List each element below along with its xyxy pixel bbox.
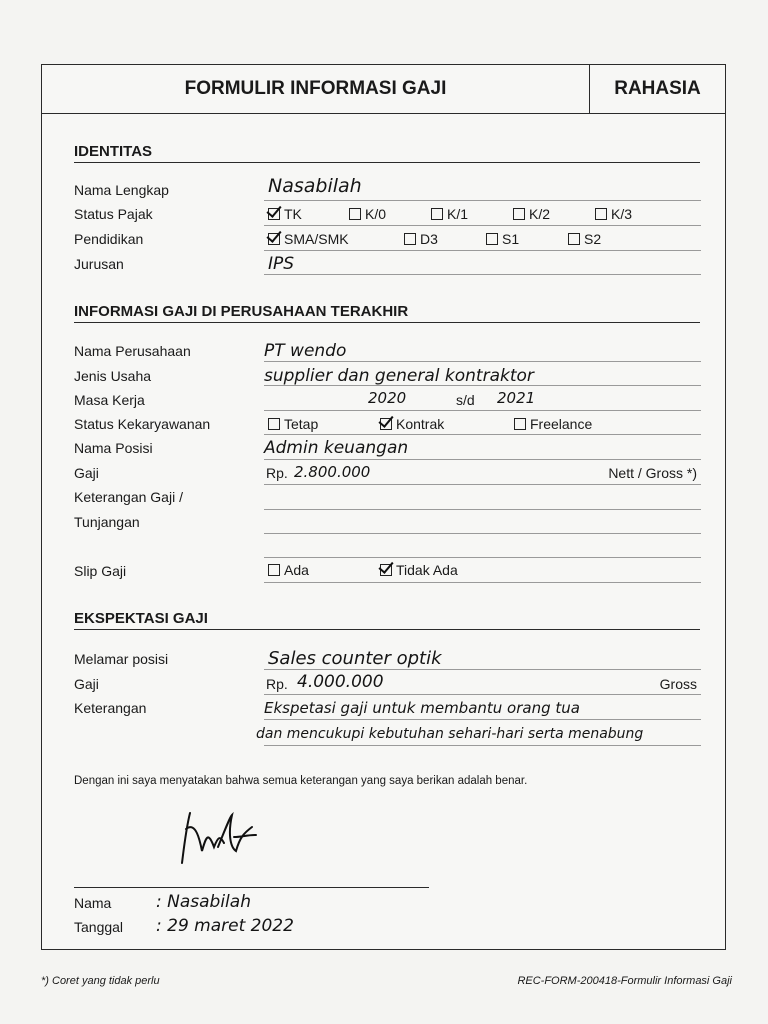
section-identitas-heading: IDENTITAS — [74, 143, 700, 163]
signature-line — [74, 887, 429, 888]
footer-code: REC-FORM-200418-Formulir Informasi Gaji — [517, 975, 732, 987]
masa-kerja-sd: s/d — [456, 392, 475, 408]
label-gaji-ekspektasi: Gaji — [74, 676, 99, 692]
option-s2[interactable] — [568, 231, 601, 247]
nama-perusahaan-value[interactable]: PT wendo — [264, 341, 347, 361]
keterangan-line-1[interactable]: Ekspetasi gaji untuk membantu orang tua — [264, 699, 580, 717]
option-tidak-ada[interactable] — [380, 562, 458, 578]
label-slip-gaji: Slip Gaji — [74, 563, 127, 579]
checkbox-icon[interactable] — [513, 208, 525, 220]
option-label: SMA/SMK — [284, 231, 349, 247]
option-k-3[interactable] — [595, 206, 632, 222]
label-nama-perusahaan: Nama Perusahaan — [74, 343, 191, 359]
field-line — [264, 557, 701, 558]
section-ekspektasi-heading: EKSPEKTASI GAJI — [74, 610, 700, 630]
label-tunjangan: Tunjangan — [74, 514, 140, 530]
checkbox-icon[interactable] — [486, 233, 498, 245]
label-jenis-usaha: Jenis Usaha — [74, 368, 152, 384]
option-label: K/1 — [447, 206, 469, 222]
confidential-label: RAHASIA — [614, 78, 701, 99]
checkbox-icon[interactable] — [268, 564, 280, 576]
option-label: S1 — [502, 231, 520, 247]
checkbox-icon[interactable] — [268, 233, 280, 245]
label-masa-kerja: Masa Kerja — [74, 392, 145, 408]
gaji-terakhir-value[interactable]: 2.800.000 — [294, 463, 371, 481]
form-frame — [41, 64, 726, 950]
option-label: K/2 — [529, 206, 551, 222]
field-line — [264, 250, 701, 251]
option-label: K/3 — [611, 206, 633, 222]
option-label: Tetap — [284, 416, 319, 432]
label-pendidikan: Pendidikan — [74, 231, 144, 247]
field-line — [264, 484, 701, 485]
field-line — [264, 274, 701, 275]
field-line — [264, 669, 701, 670]
label-gaji: Gaji — [74, 465, 99, 481]
gaji-ekspektasi-prefix: Rp. — [266, 676, 288, 692]
label-nama-lengkap: Nama Lengkap — [74, 182, 169, 198]
checkbox-icon[interactable] — [268, 208, 280, 220]
checkbox-icon[interactable] — [431, 208, 443, 220]
field-line — [264, 361, 701, 362]
field-line — [264, 719, 701, 720]
option-label: Freelance — [530, 416, 593, 432]
checkbox-icon[interactable] — [380, 418, 392, 430]
field-line — [264, 745, 701, 746]
label-status-kekaryawanan: Status Kekaryawanan — [74, 416, 211, 432]
melamar-posisi-value[interactable]: Sales counter optik — [268, 648, 442, 669]
masa-kerja-dari[interactable]: 2020 — [368, 389, 407, 407]
field-line — [264, 694, 701, 695]
keterangan-line-2[interactable]: dan mencukupi kebutuhan sehari-hari serta menabung — [256, 726, 644, 742]
checkbox-icon[interactable] — [595, 208, 607, 220]
option-freelance[interactable] — [514, 416, 592, 432]
field-line — [264, 225, 701, 226]
option-label: K/0 — [365, 206, 387, 222]
field-line — [264, 509, 701, 510]
option-k-1[interactable] — [431, 206, 468, 222]
checkbox-icon[interactable] — [349, 208, 361, 220]
label-nama-sign: Nama — [74, 895, 112, 911]
nama-posisi-value[interactable]: Admin keuangan — [264, 438, 409, 458]
form-header — [42, 65, 725, 114]
footer-note: *) Coret yang tidak perlu — [41, 975, 160, 987]
label-tanggal: Tanggal — [74, 919, 124, 935]
option-k-0[interactable] — [349, 206, 386, 222]
option-ada[interactable] — [268, 562, 309, 578]
masa-kerja-sampai[interactable]: 2021 — [497, 389, 536, 407]
option-k-2[interactable] — [513, 206, 550, 222]
declaration-text: Dengan ini saya menyatakan bahwa semua keterangan yang saya berikan adalah benar. — [74, 775, 528, 787]
option-label: Ada — [284, 562, 309, 578]
label-melamar-posisi: Melamar posisi — [74, 651, 169, 667]
label-keterangan-gaji: Keterangan Gaji / — [74, 489, 183, 505]
field-line — [264, 434, 701, 435]
jenis-usaha-value[interactable]: supplier dan general kontraktor — [264, 366, 534, 386]
gaji-type: Nett / Gross *) — [608, 465, 697, 481]
option-d3[interactable] — [404, 231, 438, 247]
gaji-ekspektasi-type: Gross — [659, 676, 697, 692]
label-status-pajak: Status Pajak — [74, 206, 153, 222]
gaji-ekspektasi-value[interactable]: 4.000.000 — [297, 672, 384, 692]
option-label: Kontrak — [396, 416, 445, 432]
checkbox-icon[interactable] — [380, 564, 392, 576]
option-label: S2 — [584, 231, 602, 247]
option-label: D3 — [420, 231, 438, 247]
gaji-prefix: Rp. — [266, 465, 288, 481]
label-jurusan: Jurusan — [74, 256, 124, 272]
option-label: Tidak Ada — [396, 562, 458, 578]
option-s1[interactable] — [486, 231, 519, 247]
option-label: TK — [284, 206, 302, 222]
option-tk[interactable] — [268, 206, 302, 222]
checkbox-icon[interactable] — [268, 418, 280, 430]
checkbox-icon[interactable] — [514, 418, 526, 430]
form-title: FORMULIR INFORMASI GAJI — [42, 65, 590, 113]
nama-lengkap-value[interactable]: Nasabilah — [268, 175, 362, 197]
section-gaji-terakhir-heading: INFORMASI GAJI DI PERUSAHAAN TERAKHIR — [74, 303, 700, 323]
nama-sign-value[interactable]: : Nasabilah — [156, 892, 251, 912]
field-line — [264, 459, 701, 460]
tanggal-value[interactable]: : 29 maret 2022 — [156, 916, 294, 936]
label-nama-posisi: Nama Posisi — [74, 440, 153, 456]
option-sma-smk[interactable] — [268, 231, 349, 247]
checkbox-icon[interactable] — [404, 233, 416, 245]
jurusan-value[interactable]: IPS — [268, 254, 295, 274]
option-tetap[interactable] — [268, 416, 318, 432]
field-line — [264, 533, 701, 534]
checkbox-icon[interactable] — [568, 233, 580, 245]
label-keterangan: Keterangan — [74, 700, 147, 716]
field-line — [264, 200, 701, 201]
field-line — [264, 410, 701, 411]
option-kontrak[interactable] — [380, 416, 444, 432]
signature-image — [174, 807, 264, 869]
field-line — [264, 582, 701, 583]
